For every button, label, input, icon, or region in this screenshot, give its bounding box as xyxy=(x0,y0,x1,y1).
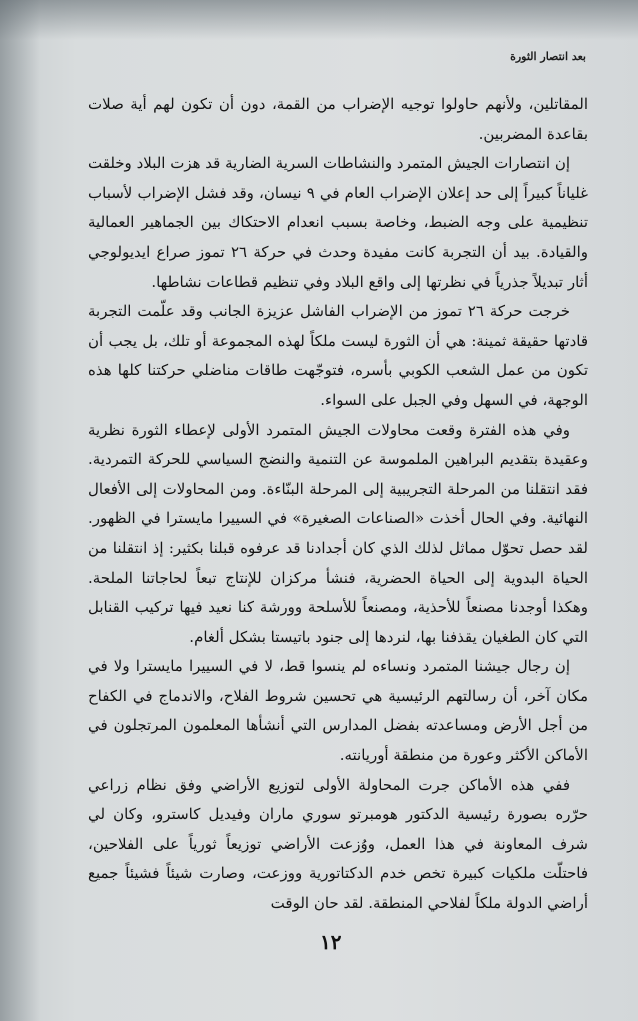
paragraph: إن انتصارات الجيش المتمرد والنشاطات السرية الضارية قد هزت البلاد وخلقت غلياناً كبيراً إلى حد إعلان الإضراب العام في ٩ نيسان، وقد فشل الإضراب لأسباب تنظيمية على وجه الضبط، وخاصة بسبب انعدام الاحتكاك بين الجماهير العمالية والقيادة. بيد أن التجربة كانت مفيدة وحدث في حركة ٢٦ تموز صراع ايديولوجي أثار تبديلاً جذرياً في نظرتها إلى واقع البلاد وفي تنظيم قطاعات نشاطها. xyxy=(88,154,588,291)
page-top-shadow xyxy=(0,0,638,40)
paragraph: المقاتلين، ولأنهم حاولوا توجيه الإضراب من القمة، دون أن تكون لهم أية صلات بقاعدة المضربين. xyxy=(88,95,588,143)
paragraph: ففي هذه الأماكن جرت المحاولة الأولى لتوزيع الأراضي وفق نظام زراعي حرّره بصورة رئيسية الدكتور هومبرتو سوري ماران وفيديل كاسترو، وكان لي شرف المعاونة في هذا العمل، ووُزعت الأراضي توزيعاً ثورياً على الفلاحين، فاحتلّت ملكيات كبيرة تخص خدم الدكتاتورية ووزعت، وصارت شيئاً فشيئاً جميع أراضي الدولة ملكاً لفلاحي المنطقة. لقد حان الوقت xyxy=(88,775,588,913)
paragraph: إن رجال جيشنا المتمرد ونساءه لم ينسوا قط، لا في السييرا مايسترا ولا في مكان آخر، أن رسالتهم الرئيسية هي تحسين شروط الفلاح، والاندماج في الكفاح من أجل الأرض ومساعدته بفضل المدارس التي أنشأها المعلمون المرتجلون في الأماكن الأكثر وعورة من منطقة أوريانته. xyxy=(88,657,588,765)
paragraph: خرجت حركة ٢٦ تموز من الإضراب الفاشل عزيزة الجانب وقد علّمت التجربة قادتها حقيقة ثمينة: هي أن الثورة ليست ملكاً لهذه المجموعة أو تلك، بل يجب أن تكون من عمل الشعب الكوبي بأسره، فتوجّهت طاقات مناضلي حركتنا كلها هذه الوجهة، في السهل وفي الجبل على السواء. xyxy=(88,302,588,409)
paragraph: وفي هذه الفترة وقعت محاولات الجيش المتمرد الأولى لإعطاء الثورة نظرية وعقيدة بتقديم البراهين الملموسة عن التنمية والنضج السياسي للحركة التمردية. فقد انتقلنا من المرحلة التجريبية إلى المرحلة البنّاءة. ومن المحاولات إلى الأفعال النهائية. وفي الحال أخذت «الصناعات الصغيرة» في السييرا مايسترا في الظهور. لقد حصل تحوّل مماثل لذلك الذي كان أجدادنا قد عرفوه قبلنا بكثير: إذ انتقلنا من الحياة البدوية إلى الحياة الحضرية، فنشأ مركزان للإنتاج تبعاً لحاجاتنا الملحة. وهكذا أوجدنا مصنعاً للأحذية، ومصنعاً للأسلحة وورشة كنا نعيد فيها تركيب القنابل التي كان الطغيان يقذفنا بها، لنردها إلى جنود باتيستا بشكل ألغام. xyxy=(88,420,588,646)
page-number: ١٢ xyxy=(320,930,342,954)
body-text xyxy=(88,90,588,919)
running-head: بعد انتصار الثورة xyxy=(510,50,586,63)
page-left-shadow xyxy=(0,0,40,1021)
